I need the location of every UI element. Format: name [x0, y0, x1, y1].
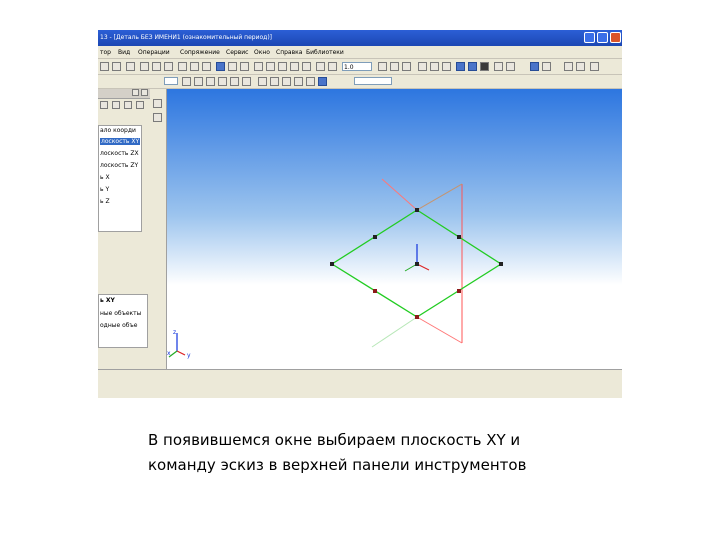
shaded-edges-icon[interactable]	[468, 62, 477, 71]
handle-mid-top-left[interactable]	[373, 235, 377, 239]
title-bar	[98, 30, 622, 46]
pan-icon[interactable]	[290, 62, 299, 71]
tree-item-axis-y[interactable]: ь Y	[100, 186, 110, 193]
plane-xy-extension	[417, 184, 462, 210]
handle-mid-top-right[interactable]	[457, 235, 461, 239]
line-icon[interactable]	[270, 77, 279, 86]
properties-icon[interactable]	[228, 62, 237, 71]
filter-active-icon[interactable]	[318, 77, 327, 86]
tree-mode-icon[interactable]	[100, 101, 108, 109]
select-icon[interactable]	[530, 62, 539, 71]
secondary-toolbar	[98, 75, 622, 89]
new-file-icon[interactable]	[100, 62, 109, 71]
triad-axis-y	[177, 351, 185, 355]
zoom-window-icon[interactable]	[266, 62, 275, 71]
handle-bottom[interactable]	[415, 315, 419, 319]
copy-icon[interactable]	[152, 62, 161, 71]
properties-title: ь XY	[100, 297, 115, 304]
settings-icon[interactable]	[576, 62, 585, 71]
menu-item-constraints[interactable]: Сопряжение	[180, 49, 220, 56]
main-toolbar	[98, 59, 622, 75]
model-scene	[167, 89, 622, 369]
pin-icon[interactable]	[132, 89, 139, 96]
perspective-icon[interactable]	[480, 62, 489, 71]
handle-right[interactable]	[499, 262, 503, 266]
shaded-icon[interactable]	[456, 62, 465, 71]
cut-icon[interactable]	[140, 62, 149, 71]
grid-icon[interactable]	[564, 62, 573, 71]
tree-toolbar	[98, 101, 150, 111]
tree-item-plane-xy[interactable]: лоскость XY	[101, 138, 140, 145]
triad-label-x: x	[167, 350, 171, 357]
zoom-out-icon[interactable]	[316, 62, 325, 71]
open-icon[interactable]	[112, 62, 121, 71]
snap-icon[interactable]	[542, 62, 551, 71]
handle-origin[interactable]	[415, 262, 419, 266]
orientation-icon[interactable]	[390, 62, 399, 71]
redo-icon[interactable]	[202, 62, 211, 71]
filter-dropdown[interactable]	[354, 77, 392, 85]
compact-tool-2-icon[interactable]	[153, 113, 162, 122]
library-icon[interactable]	[590, 62, 599, 71]
zoom-dynamic-icon[interactable]	[278, 62, 287, 71]
minimize-button[interactable]	[584, 32, 595, 43]
model-tree	[98, 125, 142, 232]
menu-bar	[98, 46, 622, 59]
menu-item-help[interactable]: Справка	[276, 49, 303, 56]
triad-label-z: z	[173, 329, 177, 336]
body-icon[interactable]	[294, 77, 303, 86]
handle-mid-bottom-left[interactable]	[373, 289, 377, 293]
plane-zy-bottom	[417, 317, 462, 343]
handle-left[interactable]	[330, 262, 334, 266]
tree-structure-icon[interactable]	[124, 101, 132, 109]
menu-item-service[interactable]: Сервис	[226, 49, 249, 56]
menu-item-window[interactable]: Окно	[254, 49, 270, 56]
section-icon[interactable]	[494, 62, 503, 71]
plane-zx-top	[382, 179, 417, 210]
3d-viewport[interactable]	[167, 89, 622, 369]
caption-line-2: команду эскиз в верхней панели инструментов	[148, 456, 527, 474]
component-icon[interactable]	[306, 77, 315, 86]
app-screenshot	[98, 30, 622, 398]
maximize-button[interactable]	[597, 32, 608, 43]
slide-caption	[148, 428, 608, 478]
zoom-previous-icon[interactable]	[328, 62, 337, 71]
tree-panel-header	[98, 89, 150, 99]
filter-icon[interactable]	[506, 62, 515, 71]
properties-box	[98, 294, 148, 348]
wireframe-icon[interactable]	[418, 62, 427, 71]
handle-top[interactable]	[415, 208, 419, 212]
undo-icon[interactable]	[190, 62, 199, 71]
move-icon[interactable]	[402, 62, 411, 71]
tree-item-axis-x[interactable]: ь X	[100, 174, 110, 181]
help-icon[interactable]	[240, 62, 249, 71]
menu-item-operations[interactable]: Операции	[138, 49, 170, 56]
curve-icon[interactable]	[258, 77, 267, 86]
tree-order-icon[interactable]	[112, 101, 120, 109]
filter-field[interactable]	[164, 77, 178, 85]
status-bar	[98, 369, 622, 398]
menu-item-libraries[interactable]: Библиотеки	[306, 49, 344, 56]
menu-item-view[interactable]: Вид	[118, 49, 131, 56]
properties-line-2: одные объе	[100, 322, 138, 329]
window-title: 13 - [Деталь БЕЗ ИМЕНИ1 (ознакомительный период)]	[100, 34, 272, 41]
handle-mid-bottom-right[interactable]	[457, 289, 461, 293]
tree-item-origin[interactable]: ало коорди	[100, 127, 136, 134]
edge-icon[interactable]	[218, 77, 227, 86]
compact-toolbar	[150, 89, 167, 369]
zoom-in-icon[interactable]	[254, 62, 263, 71]
paste-icon[interactable]	[164, 62, 173, 71]
scale-field[interactable]: 1.0	[342, 62, 372, 71]
close-button[interactable]	[610, 32, 621, 43]
rotate-icon[interactable]	[378, 62, 387, 71]
thin-hidden-lines-icon[interactable]	[442, 62, 451, 71]
tree-item-axis-z[interactable]: ь Z	[100, 198, 110, 205]
show-all-icon[interactable]	[302, 62, 311, 71]
wrench-icon[interactable]	[178, 62, 187, 71]
compact-tool-1-icon[interactable]	[153, 99, 162, 108]
properties-line-1: ные объекты	[100, 310, 142, 317]
point-icon[interactable]	[182, 77, 191, 86]
save-icon[interactable]	[126, 62, 135, 71]
tree-filter-icon[interactable]	[136, 101, 144, 109]
triad-label-y: y	[187, 352, 191, 359]
vertex-icon[interactable]	[206, 77, 215, 86]
close-panel-icon[interactable]	[141, 89, 148, 96]
tree-item-plane-zy[interactable]: лоскость ZY	[100, 162, 139, 169]
model-tree-panel	[98, 89, 151, 369]
menu-item-editor[interactable]: тор	[100, 49, 111, 56]
hidden-lines-icon[interactable]	[430, 62, 439, 71]
plane-icon[interactable]	[242, 77, 251, 86]
plane-xy-tail	[372, 317, 417, 347]
caption-line-1: В появившемся окне выбираем плоскость XY и	[148, 431, 521, 449]
sketch-icon[interactable]	[216, 62, 225, 71]
axis-icon[interactable]	[194, 77, 203, 86]
tree-item-plane-zx[interactable]: лоскость ZX	[100, 150, 139, 157]
face-icon[interactable]	[230, 77, 239, 86]
surface-icon[interactable]	[282, 77, 291, 86]
